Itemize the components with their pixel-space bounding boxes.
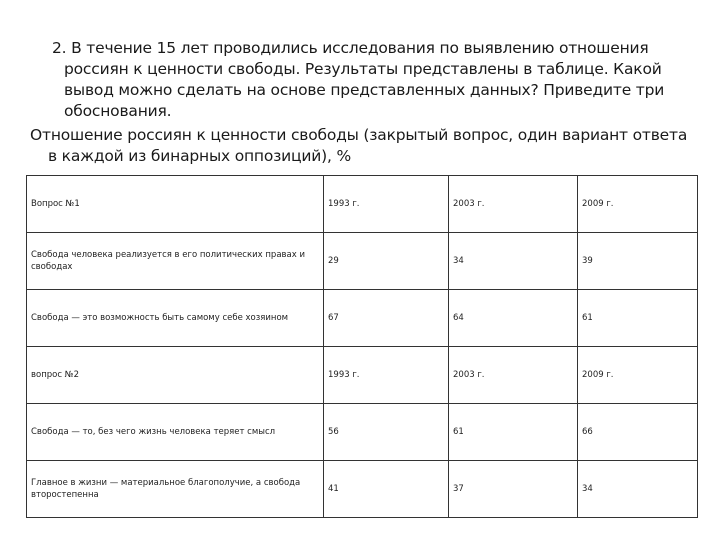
table-cell: 41 [324,461,449,518]
table-row [27,233,698,290]
table-cell: Вопрос №1 [27,176,324,233]
table-row-question-2-header [27,347,698,404]
table-cell: 29 [324,233,449,290]
table-row [27,461,698,518]
task-question: 2. В течение 15 лет проводились исследования по выявлению отношения россиян к ценности свободы. Результаты представлены в таблице. Какой вывод можно сделать на основе представленных данных? Приведите три обоснования. [52,39,665,120]
table-row [27,404,698,461]
table-cell: Главное в жизни — материальное благополучие, а свобода второстепенна [27,461,324,518]
table-cell: 2009 г. [578,176,698,233]
table-row-question-1-header [27,176,698,233]
table-cell: 2009 г. [578,347,698,404]
table-caption: Отношение россиян к ценности свободы (закрытый вопрос, один вариант ответа в каждой из бинарных оппозиций), % [30,126,688,165]
table-cell: 39 [578,233,698,290]
table-cell: 2003 г. [449,347,578,404]
table-row [27,290,698,347]
survey-table [26,175,698,518]
table-cell: Свобода — то, без чего жизнь человека теряет смысл [27,404,324,461]
table-cell: 34 [578,461,698,518]
table-cell: 2003 г. [449,176,578,233]
table-cell: 56 [324,404,449,461]
table-cell: 61 [578,290,698,347]
table-cell: Свобода — это возможность быть самому себе хозяином [27,290,324,347]
table-cell: 64 [449,290,578,347]
table-cell: Свобода человека реализуется в его политических правах и свободах [27,233,324,290]
table-cell: 37 [449,461,578,518]
table-cell: 34 [449,233,578,290]
table-cell: 67 [324,290,449,347]
table-cell: вопрос №2 [27,347,324,404]
table-cell: 61 [449,404,578,461]
table-cell: 1993 г. [324,176,449,233]
task-text [30,38,700,167]
table-cell: 1993 г. [324,347,449,404]
table-cell: 66 [578,404,698,461]
